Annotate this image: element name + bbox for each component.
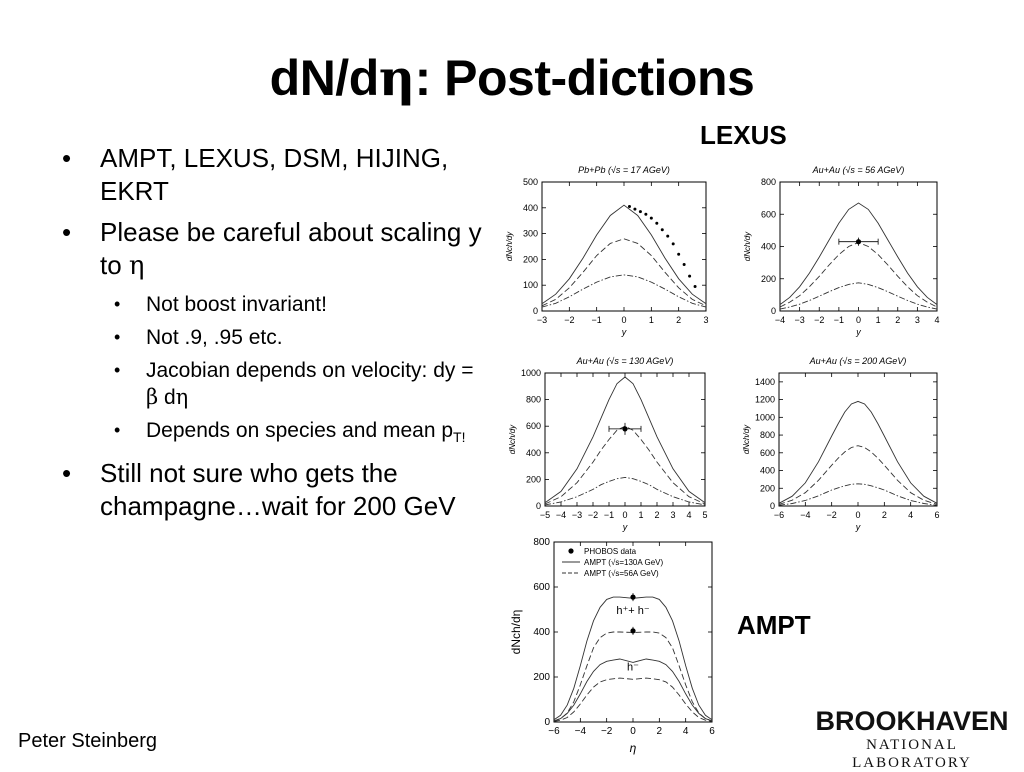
- y-tick-label: 200: [760, 273, 776, 284]
- series-line-dashdot: [780, 283, 937, 309]
- x-tick-label: 0: [622, 510, 628, 520]
- x-tick-label: 4: [686, 510, 692, 520]
- x-tick-label: 2: [654, 510, 660, 520]
- x-tick-label: −4: [800, 510, 811, 520]
- x-tick-label: 5: [702, 510, 708, 520]
- x-tick-label: −4: [774, 315, 786, 325]
- plot-title: Au+Au (√s = 56 AGeV): [812, 165, 905, 175]
- y-tick-label: 0: [544, 717, 550, 728]
- plot-title: Pb+Pb (√s = 17 AGeV): [578, 165, 670, 175]
- y-tick-label: 600: [525, 421, 541, 432]
- y-tick-label: 0: [769, 501, 775, 511]
- y-axis-label: dNch/dy: [743, 231, 752, 262]
- x-tick-label: 0: [621, 315, 627, 325]
- x-tick-label: 2: [881, 510, 887, 520]
- data-point: [655, 222, 658, 225]
- x-tick-label: 0: [630, 726, 636, 737]
- curve-annotation: h⁻: [627, 661, 639, 674]
- y-tick-label: 600: [759, 447, 775, 458]
- x-tick-label: 3: [670, 510, 676, 520]
- legend-marker: [568, 548, 573, 553]
- y-tick-label: 600: [760, 209, 776, 220]
- x-axis-label: y: [855, 522, 861, 532]
- y-axis-label: dNch/dη: [509, 609, 523, 655]
- x-tick-label: −4: [574, 726, 587, 737]
- subbullet-boost: • Not boost invariant!: [114, 293, 327, 316]
- series-line-dashdot: [545, 477, 705, 505]
- x-tick-label: 3: [914, 315, 920, 325]
- data-point: [672, 242, 675, 245]
- footer-author: Peter Steinberg: [18, 730, 157, 752]
- y-tick-label: 400: [759, 465, 775, 476]
- x-axis-label: y: [622, 522, 628, 532]
- x-axis-label: y: [621, 327, 627, 337]
- legend-label: AMPT (√s=130A GeV): [584, 558, 664, 567]
- y-tick-label: 0: [770, 306, 776, 316]
- x-tick-label: −2: [814, 315, 825, 325]
- x-tick-label: 6: [709, 726, 715, 737]
- data-point: [650, 217, 653, 220]
- x-axis-label: y: [856, 327, 861, 337]
- plot-auau-56: [735, 155, 950, 345]
- series-line-dashed: [780, 243, 937, 308]
- subbullet-jacobian: • Jacobian depends on velocity: dy = β dη: [114, 359, 474, 409]
- legend-label: AMPT (√s=56A GeV): [584, 569, 659, 578]
- y-tick-label: 500: [522, 177, 538, 187]
- x-tick-label: −3: [536, 315, 548, 325]
- data-point: [661, 228, 664, 231]
- data-point: [644, 213, 647, 216]
- plot-title: Au+Au (√s = 130 AGeV): [576, 356, 674, 366]
- y-tick-label: 1200: [754, 394, 775, 405]
- brookhaven-logo: [812, 706, 1012, 771]
- x-tick-label: 0: [855, 315, 862, 325]
- x-tick-label: 6: [934, 510, 940, 520]
- y-axis-label: dNch/dy: [508, 424, 517, 455]
- y-tick-label: 1000: [754, 412, 775, 423]
- series-line-solid: [779, 401, 937, 503]
- plot-frame: [542, 182, 706, 311]
- x-tick-label: 2: [895, 315, 901, 325]
- series-line-solid: [780, 203, 937, 305]
- plot-title: Au+Au (√s = 200 AGeV): [809, 356, 907, 366]
- logo-wordmark: BROOKHAVEN: [815, 706, 1009, 736]
- x-tick-label: −2: [587, 510, 599, 520]
- bullet-scaling: • Please be careful about scaling y to η: [62, 217, 482, 281]
- x-tick-label: 1: [638, 510, 644, 520]
- x-tick-label: 4: [934, 315, 940, 325]
- x-tick-label: −6: [548, 726, 560, 737]
- series-line-dashed: [779, 446, 937, 505]
- series-line-dashed: [545, 426, 705, 504]
- x-tick-label: −3: [571, 510, 583, 520]
- x-tick-label: 4: [682, 726, 689, 737]
- y-tick-label: 800: [760, 177, 776, 187]
- y-tick-label: 200: [522, 254, 538, 265]
- y-tick-label: 400: [533, 627, 550, 638]
- y-tick-label: 0: [535, 501, 541, 511]
- x-tick-label: 0: [855, 510, 861, 520]
- plot-frame: [545, 373, 705, 506]
- x-tick-label: −3: [794, 315, 805, 325]
- y-axis-label: dNch/dy: [742, 424, 751, 455]
- x-tick-label: 3: [703, 315, 709, 325]
- subbullet-species: • Depends on species and mean $p_{T!}$: [114, 419, 466, 445]
- plot-ampt: [498, 530, 728, 766]
- series-line-dashed: [554, 678, 712, 721]
- data-point: [683, 263, 686, 266]
- series-line-dashed: [542, 239, 706, 306]
- data-point: [628, 205, 631, 208]
- plot-auau-200: [735, 345, 950, 540]
- x-tick-label: 1: [875, 315, 881, 325]
- plot-auau-130: [500, 345, 718, 540]
- bullet-models: • AMPT, LEXUS, DSM, HIJING, EKRT: [62, 143, 449, 206]
- y-tick-label: 800: [759, 430, 775, 441]
- data-point: [677, 253, 680, 256]
- x-tick-label: −2: [600, 726, 613, 737]
- series-line-solid: [542, 205, 706, 304]
- y-tick-label: 1400: [754, 376, 775, 387]
- x-tick-label: −4: [555, 510, 567, 520]
- slide-title: dN/dη: Post-dictions: [269, 48, 755, 107]
- y-tick-label: 200: [525, 474, 541, 485]
- bullet-list: [56, 142, 486, 531]
- x-tick-label: 4: [908, 510, 914, 520]
- x-tick-label: 2: [656, 726, 663, 737]
- series-line-solid: [545, 377, 705, 503]
- ampt-label: AMPT: [737, 610, 811, 640]
- y-tick-label: 400: [760, 241, 776, 252]
- x-tick-label: −6: [773, 510, 785, 520]
- y-tick-label: 0: [532, 306, 538, 316]
- data-point: [688, 275, 691, 278]
- y-tick-label: 200: [759, 483, 775, 494]
- x-tick-label: −5: [539, 510, 551, 520]
- curve-annotation: h⁺+ h⁻: [616, 605, 650, 617]
- subbullet-cuts: • Not .9, .95 etc.: [114, 326, 283, 349]
- data-point: [633, 208, 636, 211]
- data-point: [630, 595, 635, 600]
- data-point: [694, 285, 697, 288]
- x-tick-label: −2: [826, 510, 837, 520]
- data-point: [639, 210, 642, 213]
- x-axis-label: η: [629, 741, 637, 755]
- x-tick-label: −1: [591, 315, 602, 325]
- lexus-label: LEXUS: [700, 120, 787, 150]
- data-point: [622, 426, 627, 431]
- data-point: [666, 235, 669, 238]
- logo-subtitle: NATIONAL LABORATORY: [852, 737, 972, 771]
- x-tick-label: 2: [676, 315, 682, 325]
- bullet-champagne: • Still not sure who gets the champagne…wait for 200 GeV: [62, 458, 456, 521]
- y-tick-label: 400: [522, 202, 538, 213]
- y-axis-label: dNch/dy: [505, 231, 514, 262]
- data-point: [856, 239, 861, 244]
- y-tick-label: 800: [533, 537, 550, 548]
- y-tick-label: 600: [533, 582, 550, 593]
- plot-pbpb-17: [500, 155, 718, 345]
- y-tick-label: 100: [522, 280, 538, 291]
- legend-label: PHOBOS data: [584, 547, 637, 556]
- y-tick-label: 1000: [520, 368, 541, 378]
- y-tick-label: 300: [522, 228, 538, 239]
- y-tick-label: 400: [525, 447, 541, 458]
- x-tick-label: −1: [833, 315, 845, 325]
- y-tick-label: 200: [533, 672, 550, 683]
- x-tick-label: −1: [603, 510, 615, 520]
- y-tick-label: 800: [525, 394, 541, 405]
- series-line-dashdot: [542, 275, 706, 307]
- x-tick-label: −2: [564, 315, 575, 325]
- data-point: [630, 628, 635, 633]
- x-tick-label: 1: [648, 315, 654, 325]
